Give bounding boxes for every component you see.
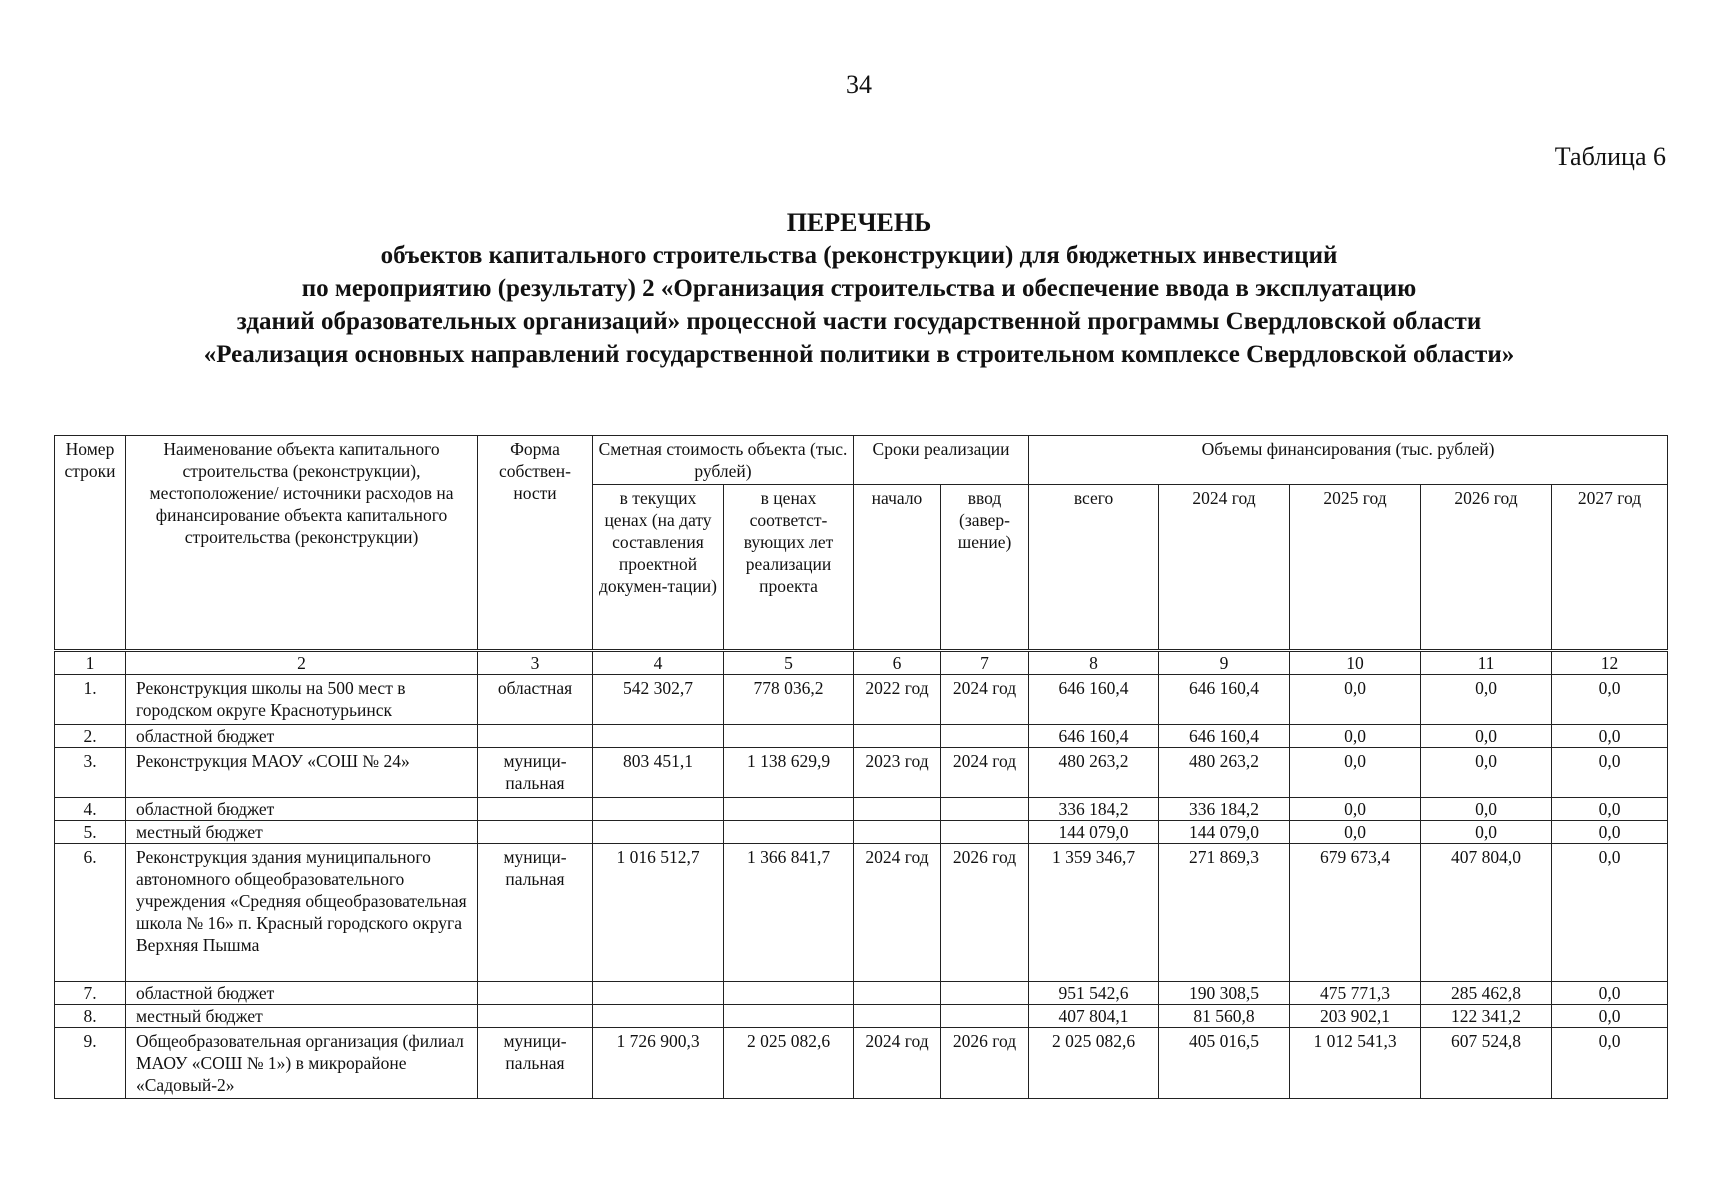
funding-2026: 0,0 bbox=[1421, 798, 1552, 821]
header-2025: 2025 год bbox=[1290, 485, 1421, 651]
row-number: 8. bbox=[55, 1005, 126, 1028]
header-cost-years: в ценах соответст-вующих лет реализации проекта bbox=[724, 485, 854, 651]
row-number: 2. bbox=[55, 725, 126, 748]
header-2026: 2026 год bbox=[1421, 485, 1552, 651]
term-end bbox=[941, 798, 1029, 821]
term-start bbox=[854, 798, 941, 821]
column-number: 2 bbox=[126, 651, 478, 675]
cost-years bbox=[724, 798, 854, 821]
funding-2025: 203 902,1 bbox=[1290, 1005, 1421, 1028]
funding-2027: 0,0 bbox=[1552, 1028, 1668, 1099]
column-number: 6 bbox=[854, 651, 941, 675]
row-number: 5. bbox=[55, 821, 126, 844]
funding-2027: 0,0 bbox=[1552, 982, 1668, 1005]
term-end: 2024 год bbox=[941, 748, 1029, 798]
cost-years: 1 366 841,7 bbox=[724, 844, 854, 982]
funding-2025: 0,0 bbox=[1290, 798, 1421, 821]
ownership: муници-пальная bbox=[478, 748, 593, 798]
table-row bbox=[55, 1005, 1668, 1028]
cost-current: 803 451,1 bbox=[593, 748, 724, 798]
funding-2025: 475 771,3 bbox=[1290, 982, 1421, 1005]
header-cost-group: Сметная стоимость объекта (тыс. рублей) bbox=[593, 436, 854, 485]
header-name: Наименование объекта капитального строительства (реконструкции), местоположение/ источники расходов на финансирование объекта капитального строительства (реконструкции) bbox=[126, 436, 478, 651]
term-start: 2023 год bbox=[854, 748, 941, 798]
funding-2027: 0,0 bbox=[1552, 725, 1668, 748]
funding-total: 1 359 346,7 bbox=[1029, 844, 1159, 982]
column-number: 12 bbox=[1552, 651, 1668, 675]
object-name: Общеобразовательная организация (филиал МАОУ «СОШ № 1») в микрорайоне «Садовый-2» bbox=[126, 1028, 478, 1099]
object-name: Реконструкция МАОУ «СОШ № 24» bbox=[126, 748, 478, 798]
funding-2025: 0,0 bbox=[1290, 748, 1421, 798]
funding-2024: 646 160,4 bbox=[1159, 725, 1290, 748]
funding-2026: 0,0 bbox=[1421, 675, 1552, 725]
title-line-1: объектов капитального строительства (реконструкции) для бюджетных инвестиций bbox=[380, 242, 1338, 269]
header-2024: 2024 год bbox=[1159, 485, 1290, 651]
funding-2024: 405 016,5 bbox=[1159, 1028, 1290, 1099]
term-end: 2024 год bbox=[941, 675, 1029, 725]
table-row bbox=[55, 798, 1668, 821]
cost-years: 778 036,2 bbox=[724, 675, 854, 725]
funding-total: 646 160,4 bbox=[1029, 725, 1159, 748]
ownership: областная bbox=[478, 675, 593, 725]
column-number: 7 bbox=[941, 651, 1029, 675]
term-start bbox=[854, 1005, 941, 1028]
object-name: местный бюджет bbox=[126, 1005, 478, 1028]
header-terms-group: Сроки реализации bbox=[854, 436, 1029, 485]
term-end bbox=[941, 1005, 1029, 1028]
header-2027: 2027 год bbox=[1552, 485, 1668, 651]
column-number: 11 bbox=[1421, 651, 1552, 675]
title-main: ПЕРЕЧЕНЬ bbox=[786, 208, 932, 237]
term-start bbox=[854, 821, 941, 844]
term-start: 2024 год bbox=[854, 1028, 941, 1099]
object-name: областной бюджет bbox=[126, 982, 478, 1005]
term-end bbox=[941, 725, 1029, 748]
term-start bbox=[854, 982, 941, 1005]
page-number: 34 bbox=[846, 70, 872, 99]
header-funding-group: Объемы финансирования (тыс. рублей) bbox=[1029, 436, 1668, 485]
ownership bbox=[478, 798, 593, 821]
cost-current: 1 726 900,3 bbox=[593, 1028, 724, 1099]
funding-2025: 679 673,4 bbox=[1290, 844, 1421, 982]
column-number: 1 bbox=[55, 651, 126, 675]
row-number: 3. bbox=[55, 748, 126, 798]
funding-2026: 0,0 bbox=[1421, 725, 1552, 748]
header-cost-current: в текущих ценах (на дату составления проектной докумен-тации) bbox=[593, 485, 724, 651]
cost-current bbox=[593, 1005, 724, 1028]
term-start bbox=[854, 725, 941, 748]
ownership bbox=[478, 1005, 593, 1028]
funding-2025: 0,0 bbox=[1290, 675, 1421, 725]
term-start: 2022 год bbox=[854, 675, 941, 725]
funding-2024: 81 560,8 bbox=[1159, 1005, 1290, 1028]
funding-total: 480 263,2 bbox=[1029, 748, 1159, 798]
funding-2024: 190 308,5 bbox=[1159, 982, 1290, 1005]
table-row bbox=[55, 844, 1668, 982]
row-number: 1. bbox=[55, 675, 126, 725]
funding-2025: 1 012 541,3 bbox=[1290, 1028, 1421, 1099]
header-term-end: ввод (завер-шение) bbox=[941, 485, 1029, 651]
cost-years bbox=[724, 982, 854, 1005]
ownership: муници-пальная bbox=[478, 844, 593, 982]
table-row bbox=[55, 725, 1668, 748]
cost-current bbox=[593, 982, 724, 1005]
table-row bbox=[55, 748, 1668, 798]
funding-2024: 144 079,0 bbox=[1159, 821, 1290, 844]
funding-2024: 646 160,4 bbox=[1159, 675, 1290, 725]
funding-2026: 122 341,2 bbox=[1421, 1005, 1552, 1028]
column-number: 4 bbox=[593, 651, 724, 675]
funding-2026: 285 462,8 bbox=[1421, 982, 1552, 1005]
table-row bbox=[55, 675, 1668, 725]
header-ownership: Форма собствен-ности bbox=[478, 436, 593, 651]
funding-2026: 0,0 bbox=[1421, 748, 1552, 798]
object-name: местный бюджет bbox=[126, 821, 478, 844]
cost-current bbox=[593, 725, 724, 748]
cost-years bbox=[724, 725, 854, 748]
table-label: Таблица 6 bbox=[1554, 142, 1666, 171]
column-number: 8 bbox=[1029, 651, 1159, 675]
object-name: областной бюджет bbox=[126, 725, 478, 748]
cost-current bbox=[593, 821, 724, 844]
funding-2027: 0,0 bbox=[1552, 748, 1668, 798]
ownership: муници-пальная bbox=[478, 1028, 593, 1099]
column-number-row bbox=[55, 651, 1668, 675]
term-end bbox=[941, 821, 1029, 844]
document-title bbox=[0, 206, 1718, 371]
funding-total: 144 079,0 bbox=[1029, 821, 1159, 844]
title-line-2: по мероприятию (результату) 2 «Организация строительства и обеспечение ввода в эксплуатацию bbox=[301, 275, 1417, 302]
funding-2027: 0,0 bbox=[1552, 1005, 1668, 1028]
object-name: Реконструкция здания муниципального автономного общеобразовательного учреждения «Средняя общеобразовательная школа № 16» п. Красный городского округа Верхняя Пышма bbox=[126, 844, 478, 982]
capital-construction-table bbox=[54, 435, 1668, 1099]
cost-current: 1 016 512,7 bbox=[593, 844, 724, 982]
funding-total: 336 184,2 bbox=[1029, 798, 1159, 821]
cost-current bbox=[593, 798, 724, 821]
funding-2024: 480 263,2 bbox=[1159, 748, 1290, 798]
funding-total: 646 160,4 bbox=[1029, 675, 1159, 725]
funding-2027: 0,0 bbox=[1552, 844, 1668, 982]
funding-total: 951 542,6 bbox=[1029, 982, 1159, 1005]
row-number: 4. bbox=[55, 798, 126, 821]
funding-2027: 0,0 bbox=[1552, 821, 1668, 844]
ownership bbox=[478, 821, 593, 844]
title-line-3: зданий образовательных организаций» процессной части государственной программы Свердловской области bbox=[236, 308, 1482, 335]
row-number: 7. bbox=[55, 982, 126, 1005]
term-end: 2026 год bbox=[941, 1028, 1029, 1099]
object-name: областной бюджет bbox=[126, 798, 478, 821]
table-row bbox=[55, 982, 1668, 1005]
column-number: 3 bbox=[478, 651, 593, 675]
header-total: всего bbox=[1029, 485, 1159, 651]
funding-2026: 407 804,0 bbox=[1421, 844, 1552, 982]
table-row bbox=[55, 1028, 1668, 1099]
cost-years: 1 138 629,9 bbox=[724, 748, 854, 798]
funding-2027: 0,0 bbox=[1552, 675, 1668, 725]
title-line-4: «Реализация основных направлений государственной политики в строительном комплексе Свердловской области» bbox=[203, 341, 1515, 368]
cost-years: 2 025 082,6 bbox=[724, 1028, 854, 1099]
table-row bbox=[55, 821, 1668, 844]
column-number: 10 bbox=[1290, 651, 1421, 675]
funding-2026: 0,0 bbox=[1421, 821, 1552, 844]
term-start: 2024 год bbox=[854, 844, 941, 982]
cost-years bbox=[724, 1005, 854, 1028]
term-end bbox=[941, 982, 1029, 1005]
funding-total: 407 804,1 bbox=[1029, 1005, 1159, 1028]
row-number: 6. bbox=[55, 844, 126, 982]
ownership bbox=[478, 982, 593, 1005]
header-row-1 bbox=[55, 436, 1668, 485]
term-end: 2026 год bbox=[941, 844, 1029, 982]
header-row-number: Номер строки bbox=[55, 436, 126, 651]
header-term-start: начало bbox=[854, 485, 941, 651]
row-number: 9. bbox=[55, 1028, 126, 1099]
object-name: Реконструкция школы на 500 мест в городском округе Краснотурьинск bbox=[126, 675, 478, 725]
funding-total: 2 025 082,6 bbox=[1029, 1028, 1159, 1099]
funding-2025: 0,0 bbox=[1290, 821, 1421, 844]
column-number: 9 bbox=[1159, 651, 1290, 675]
cost-current: 542 302,7 bbox=[593, 675, 724, 725]
funding-2025: 0,0 bbox=[1290, 725, 1421, 748]
cost-years bbox=[724, 821, 854, 844]
column-number: 5 bbox=[724, 651, 854, 675]
funding-2026: 607 524,8 bbox=[1421, 1028, 1552, 1099]
ownership bbox=[478, 725, 593, 748]
funding-2027: 0,0 bbox=[1552, 798, 1668, 821]
funding-2024: 336 184,2 bbox=[1159, 798, 1290, 821]
funding-2024: 271 869,3 bbox=[1159, 844, 1290, 982]
